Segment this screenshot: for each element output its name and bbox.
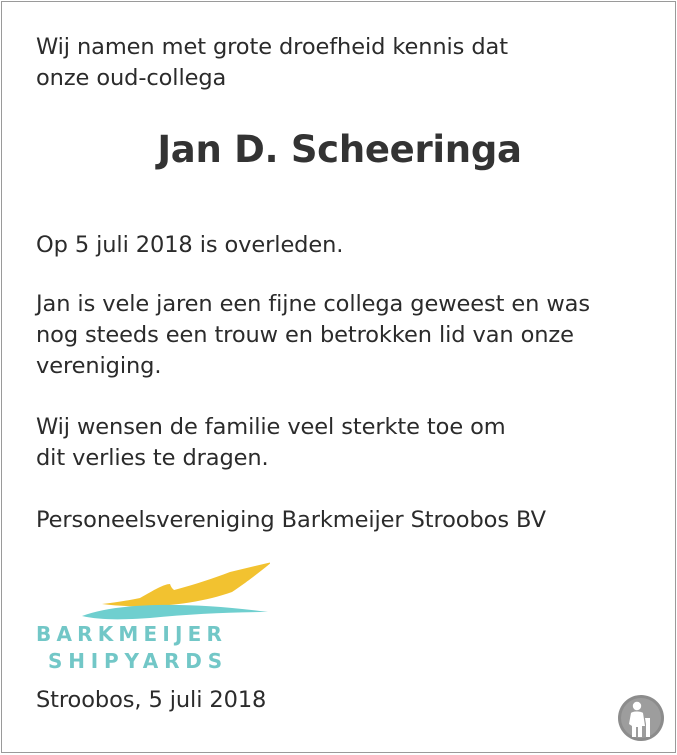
tribute-line: Jan is vele jaren een fijne collega geweest en was bbox=[36, 291, 590, 317]
logo-text-barkmeijer: BARKMEIJER bbox=[36, 622, 228, 646]
tribute-paragraph bbox=[36, 289, 590, 382]
memorial-figure-icon bbox=[617, 694, 665, 742]
ship-logo-icon bbox=[80, 562, 270, 624]
condolence-line: Wij wensen de familie veel sterkte toe om bbox=[36, 414, 506, 440]
barkmeijer-shipyards-logo bbox=[34, 562, 290, 674]
condolence-paragraph bbox=[36, 412, 506, 474]
condolence-line: dit verlies te dragen. bbox=[36, 445, 269, 471]
signatory: Personeelsvereniging Barkmeijer Stroobos BV bbox=[36, 507, 546, 533]
death-announcement: Op 5 juli 2018 is overleden. bbox=[36, 232, 344, 258]
ship-hull-shape bbox=[102, 562, 270, 606]
intro-line: onze oud-collega bbox=[36, 65, 227, 91]
place-date: Stroobos, 5 juli 2018 bbox=[36, 687, 267, 713]
deceased-name: Jan D. Scheeringa bbox=[157, 128, 522, 171]
tribute-line: nog steeds een trouw en betrokken lid van onze bbox=[36, 322, 574, 348]
intro-line: Wij namen met grote droefheid kennis dat bbox=[36, 34, 508, 60]
tribute-line: vereniging. bbox=[36, 353, 162, 379]
wave-shape bbox=[82, 605, 268, 619]
obituary-notice bbox=[1, 1, 676, 753]
intro-text bbox=[36, 32, 508, 94]
logo-text-shipyards: SHIPYARDS bbox=[48, 649, 228, 673]
